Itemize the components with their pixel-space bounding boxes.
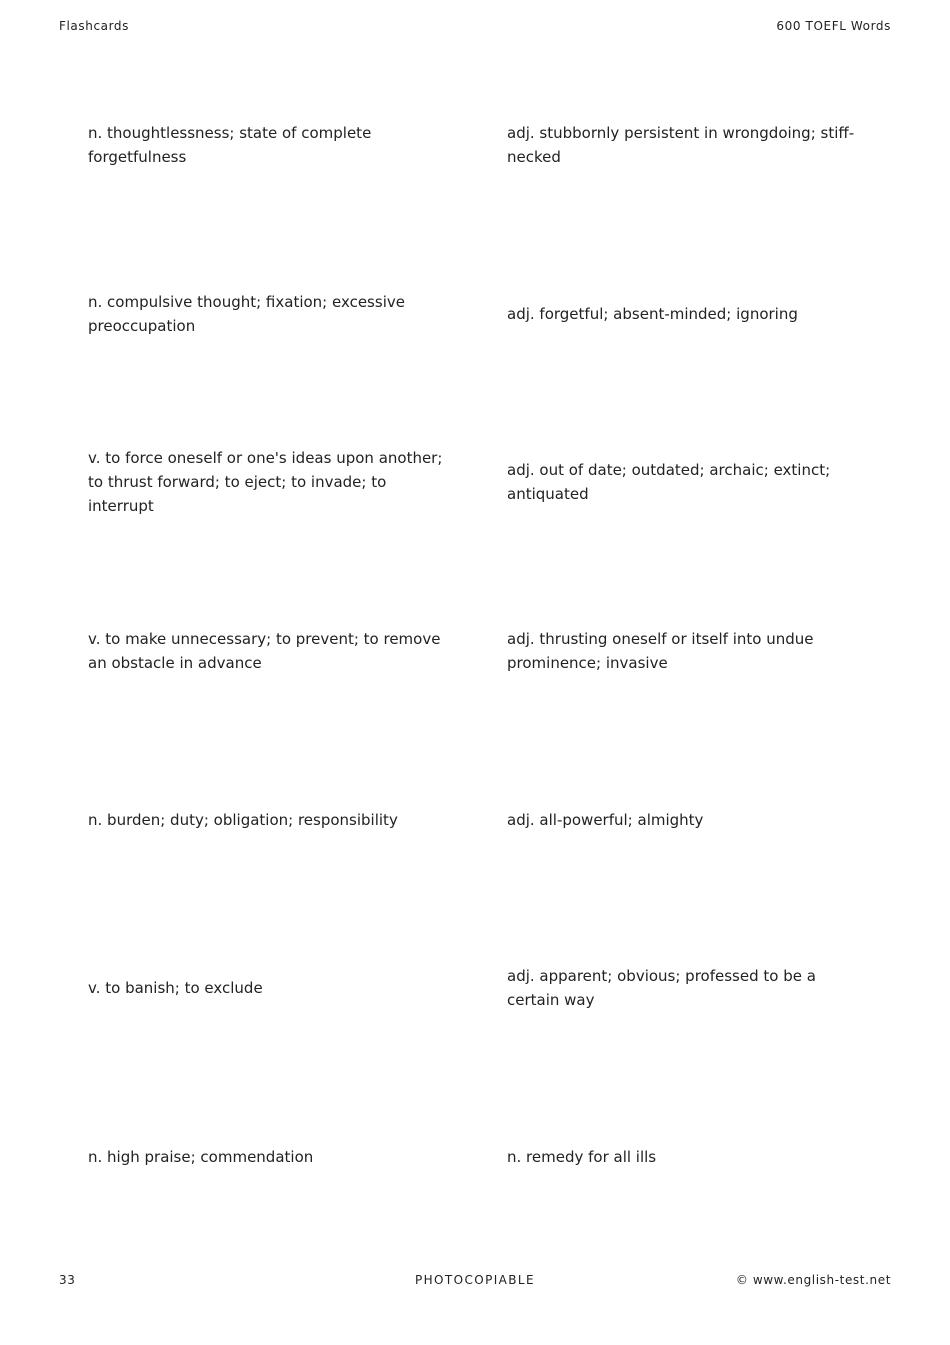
flashcard-grid (0, 61, 950, 1241)
flashcard-definition: n. burden; duty; obligation; responsibility (88, 810, 398, 829)
page-header (59, 19, 891, 35)
flashcard-row (0, 904, 950, 1073)
flashcard-definition: adj. all-powerful; almighty (507, 810, 704, 829)
flashcard-definition: adj. stubbornly persistent in wrongdoing; stiff-necked (507, 124, 855, 167)
flashcard-definition: adj. thrusting oneself or itself into undue prominence; invasive (507, 630, 814, 673)
flashcard-row (0, 230, 950, 399)
flashcard-row (0, 61, 950, 230)
header-section-title: Flashcards (59, 19, 129, 33)
header-book-title: 600 TOEFL Words (776, 19, 891, 33)
flashcard-definition: adj. out of date; outdated; archaic; extinct; antiquated (507, 461, 831, 504)
copyright-website: © www.english-test.net (735, 1273, 891, 1287)
flashcard-row (0, 735, 950, 904)
flashcard-row (0, 1073, 950, 1242)
page-number: 33 (59, 1273, 76, 1287)
photocopiable-notice: PHOTOCOPIABLE (415, 1273, 535, 1287)
flashcard-definition: adj. forgetful; absent-minded; ignoring (507, 304, 798, 323)
flashcard-definition: n. high praise; commendation (88, 1147, 314, 1166)
flashcard-row (0, 398, 950, 567)
flashcard-row (0, 567, 950, 736)
flashcard-definition: n. remedy for all ills (507, 1147, 657, 1166)
flashcard-definition: v. to force oneself or one's ideas upon another; to thrust forward; to eject; to invade; to interrupt (88, 449, 443, 516)
page-footer (59, 1273, 891, 1289)
flashcard-definition: n. thoughtlessness; state of complete forgetfulness (88, 124, 372, 167)
flashcard-definition: v. to make unnecessary; to prevent; to remove an obstacle in advance (88, 630, 441, 673)
flashcard-definition: v. to banish; to exclude (88, 979, 263, 998)
flashcard-definition: n. compulsive thought; fixation; excessive preoccupation (88, 292, 405, 335)
flashcard-definition: adj. apparent; obvious; professed to be a certain way (507, 967, 816, 1010)
